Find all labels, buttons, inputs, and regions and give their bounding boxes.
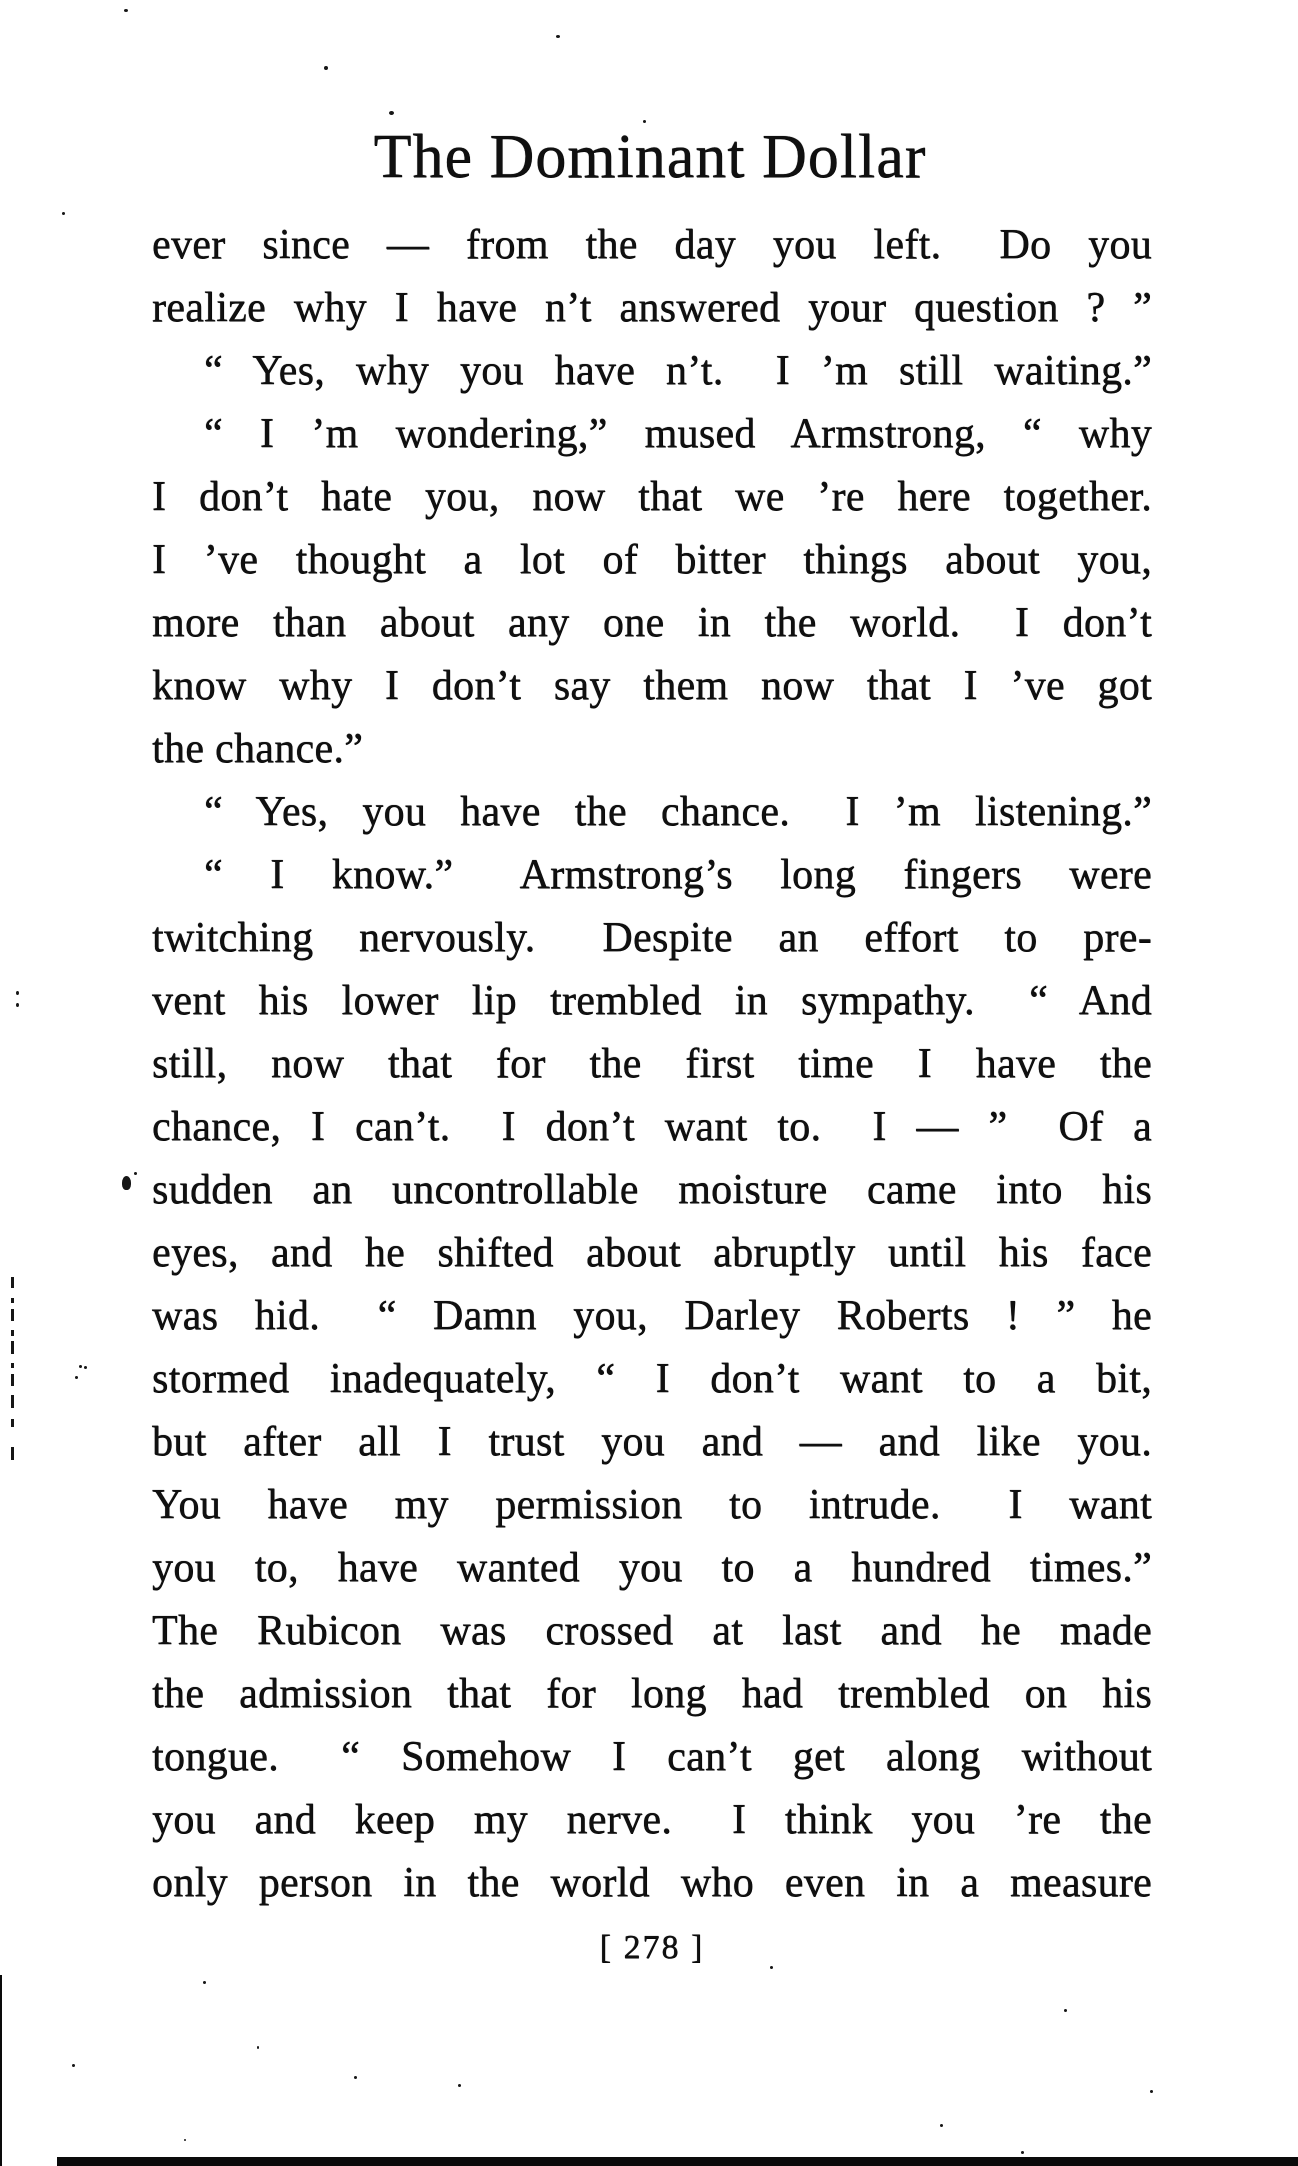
scan-speck <box>79 1365 82 1368</box>
text-line: eyes, and he shifted about abruptly until his face <box>152 1230 1152 1276</box>
page-edge-bar-bottom <box>57 2157 1298 2166</box>
scan-speck <box>203 1981 206 1984</box>
margin-dash <box>11 1277 14 1288</box>
scan-speck <box>389 111 394 115</box>
scan-speck <box>1150 2090 1153 2093</box>
page-heading: The Dominant Dollar <box>373 123 927 191</box>
scan-speck <box>324 66 328 70</box>
scan-speck <box>257 2046 259 2049</box>
text-line: vent his lower lip trembled in sympathy. “ And <box>152 978 1152 1024</box>
text-line: “ Yes, why you have n’t. I ’m still waiting.” <box>204 348 1152 394</box>
text-line: you and keep my nerve. I think you ’re the <box>152 1797 1152 1843</box>
page-text <box>152 214 1152 1915</box>
scan-speck <box>84 1366 87 1369</box>
scan-speck <box>1064 2009 1067 2012</box>
text-line: chance, I can’t. I don’t want to. I — ” Of a <box>152 1104 1152 1150</box>
scan-speck <box>16 991 19 995</box>
text-line: realize why I have n’t answered your question ? ” <box>152 285 1152 331</box>
text-line: the admission that for long had trembled on his <box>152 1671 1152 1717</box>
text-line: the chance.” <box>152 726 364 772</box>
text-line: The Rubicon was crossed at last and he made <box>152 1608 1152 1654</box>
text-line: but after all I trust you and — and like you. <box>152 1419 1152 1465</box>
text-line: ever since — from the day you left. Do you <box>152 222 1152 268</box>
margin-dash <box>11 1363 14 1368</box>
text-line: I ’ve thought a lot of bitter things about you, <box>152 537 1152 583</box>
scan-speck <box>770 1966 773 1969</box>
text-line: stormed inadequately, “ I don’t want to a bit, <box>152 1356 1152 1402</box>
scan-speck <box>16 1003 19 1007</box>
margin-dash <box>11 1330 14 1336</box>
text-line: “ I ’m wondering,” mused Armstrong, “ why <box>204 411 1152 457</box>
scan-speck <box>134 1172 137 1175</box>
text-line: only person in the world who even in a measure <box>152 1860 1152 1906</box>
text-line: know why I don’t say them now that I ’ve got <box>152 663 1152 709</box>
margin-dash <box>11 1298 14 1303</box>
margin-dash <box>11 1374 14 1386</box>
page-edge-line-left <box>0 1975 2 2166</box>
scan-speck <box>62 212 65 215</box>
margin-dash <box>11 1447 14 1460</box>
scan-speck <box>940 2124 943 2127</box>
scan-speck <box>72 2064 75 2067</box>
margin-dash <box>11 1419 14 1427</box>
margin-dash <box>11 1309 14 1321</box>
text-line: more than about any one in the world. I don’t <box>152 600 1152 646</box>
text-line: you to, have wanted you to a hundred times.” <box>152 1545 1152 1591</box>
scan-speck <box>184 2139 186 2141</box>
margin-mark <box>122 1176 131 1190</box>
margin-dash <box>11 1341 14 1354</box>
page-number: [ 278 ] <box>599 1929 705 1966</box>
text-line: tongue. “ Somehow I can’t get along without <box>152 1734 1152 1780</box>
text-line: twitching nervously. Despite an effort to pre- <box>152 915 1152 961</box>
scan-speck <box>458 2084 461 2087</box>
text-line: sudden an uncontrollable moisture came into his <box>152 1167 1152 1213</box>
text-line: “ Yes, you have the chance. I ’m listening.” <box>204 789 1152 835</box>
text-line: was hid. “ Damn you, Darley Roberts ! ” he <box>152 1293 1152 1339</box>
text-line: I don’t hate you, now that we ’re here together. <box>152 474 1152 520</box>
scan-speck <box>556 35 560 38</box>
scan-speck <box>124 9 128 12</box>
text-line: still, now that for the first time I have the <box>152 1041 1152 1087</box>
scan-speck <box>1021 2151 1024 2154</box>
text-line: “ I know.” Armstrong’s long fingers were <box>204 852 1152 898</box>
text-line: You have my permission to intrude. I want <box>152 1482 1152 1528</box>
margin-dash <box>11 1395 14 1408</box>
scan-speck <box>643 120 646 123</box>
scan-speck <box>354 2076 357 2079</box>
scan-speck <box>75 1376 78 1379</box>
